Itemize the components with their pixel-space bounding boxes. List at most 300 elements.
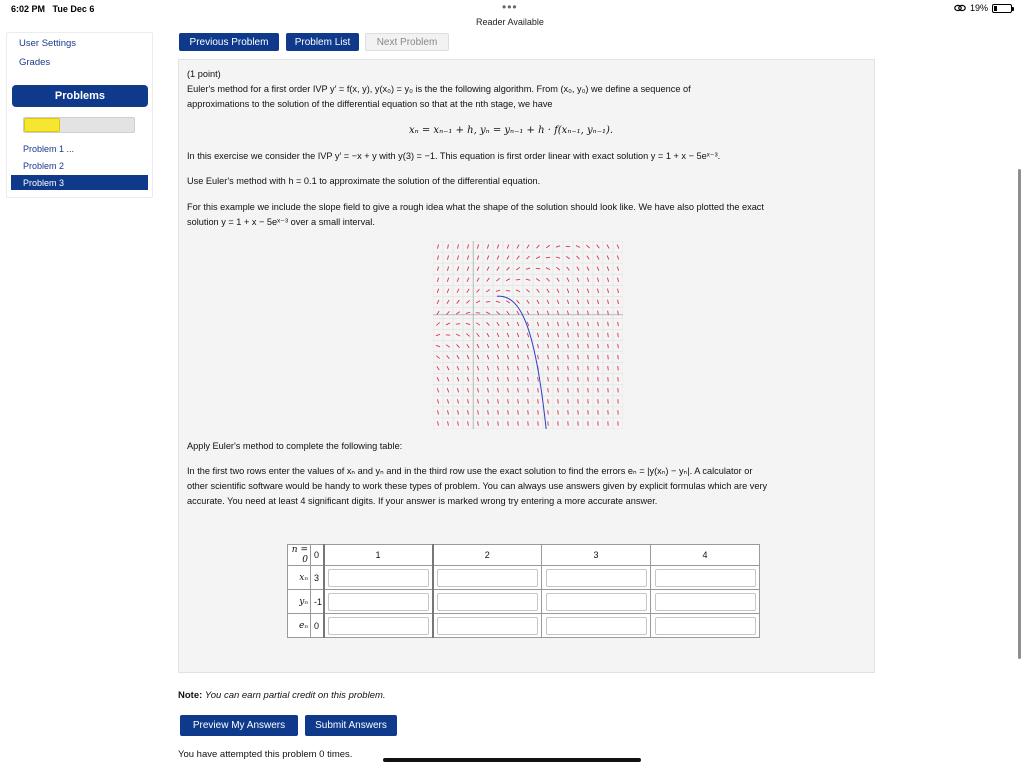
slope-mark xyxy=(597,267,599,271)
slope-mark xyxy=(486,289,490,292)
slope-mark xyxy=(436,345,440,346)
problem-panel xyxy=(178,59,875,673)
slope-mark xyxy=(437,311,439,315)
column-header-4: 4 xyxy=(651,545,760,566)
slope-mark xyxy=(497,322,499,326)
reader-available[interactable]: Reader Available xyxy=(476,17,544,27)
problems-button[interactable]: Problems xyxy=(12,85,148,107)
note-label: Note: xyxy=(178,690,203,701)
slope-mark xyxy=(478,410,479,414)
slope-mark xyxy=(568,333,569,337)
slope-mark xyxy=(607,256,609,260)
slope-mark xyxy=(617,267,618,271)
slope-mark xyxy=(547,278,550,281)
slope-mark xyxy=(457,366,459,370)
slope-mark xyxy=(546,268,550,270)
slope-mark xyxy=(568,344,569,348)
submit-answers-button[interactable]: Submit Answers xyxy=(305,715,397,736)
slope-mark xyxy=(437,289,439,293)
slope-mark xyxy=(536,278,540,280)
slope-mark xyxy=(498,421,499,425)
slope-mark xyxy=(526,289,529,292)
slope-mark xyxy=(467,355,469,359)
slope-mark xyxy=(497,244,499,248)
slope-mark xyxy=(526,268,530,269)
slope-mark xyxy=(488,388,489,392)
slope-mark xyxy=(527,311,529,315)
slope-field-plot xyxy=(433,241,623,429)
slope-mark xyxy=(467,267,469,271)
slope-mark xyxy=(438,244,439,248)
slope-mark xyxy=(528,366,529,370)
slope-mark xyxy=(517,311,519,315)
slope-mark xyxy=(498,399,499,403)
slope-mark xyxy=(618,355,619,359)
grades-link[interactable]: Grades xyxy=(19,57,51,68)
slope-mark xyxy=(577,267,579,271)
slope-mark xyxy=(487,355,488,359)
slope-mark xyxy=(577,289,578,293)
slope-mark xyxy=(537,300,539,304)
slope-mark xyxy=(598,377,599,381)
slope-mark xyxy=(478,421,479,425)
slope-mark xyxy=(448,421,449,425)
slope-mark xyxy=(487,278,490,282)
slope-mark xyxy=(527,300,529,304)
slope-mark xyxy=(487,267,489,271)
slope-mark xyxy=(456,334,460,336)
slope-mark xyxy=(467,244,468,248)
slope-mark xyxy=(517,245,519,249)
slope-mark xyxy=(558,366,559,370)
apply-line: Apply Euler's method to complete the following table: xyxy=(187,441,403,451)
slope-mark xyxy=(537,245,540,248)
slope-mark xyxy=(557,289,559,293)
slope-mark xyxy=(447,278,448,282)
slope-mark xyxy=(486,302,490,303)
slope-mark xyxy=(498,388,499,392)
slope-mark xyxy=(478,388,479,392)
slope-mark xyxy=(598,366,599,370)
slope-mark xyxy=(477,377,478,381)
slope-mark xyxy=(477,355,479,359)
slope-mark xyxy=(528,421,529,425)
slope-mark xyxy=(497,333,499,337)
slope-mark xyxy=(548,377,549,381)
slope-mark xyxy=(457,300,460,304)
slope-mark xyxy=(447,255,448,259)
slope-mark xyxy=(467,377,468,381)
slope-mark xyxy=(488,399,489,403)
slope-mark xyxy=(608,344,609,348)
slope-mark xyxy=(498,377,499,381)
slope-mark xyxy=(577,278,579,282)
slope-mark xyxy=(437,267,438,271)
slope-mark xyxy=(517,344,518,348)
slope-mark xyxy=(607,289,608,293)
slope-mark xyxy=(547,300,549,304)
slope-mark xyxy=(447,366,449,370)
slope-mark xyxy=(477,267,479,271)
slope-mark xyxy=(496,278,499,281)
table-row xyxy=(288,614,760,638)
answer-e3-input[interactable] xyxy=(546,617,647,635)
slope-mark xyxy=(567,311,568,315)
slope-mark xyxy=(568,377,569,381)
slope-mark xyxy=(567,278,569,282)
slope-mark xyxy=(458,244,459,248)
slope-mark xyxy=(466,334,469,337)
battery-fill xyxy=(994,6,997,11)
slope-mark xyxy=(518,410,519,414)
slope-mark xyxy=(477,256,478,260)
slope-mark xyxy=(508,410,509,414)
slope-mark xyxy=(487,244,488,248)
slope-mark xyxy=(548,355,549,359)
preview-answers-button[interactable]: Preview My Answers xyxy=(180,715,298,736)
slope-mark xyxy=(608,333,609,337)
slope-mark xyxy=(537,333,538,337)
table-row xyxy=(288,590,760,614)
slope-mark xyxy=(436,334,440,335)
slope-mark xyxy=(578,333,579,337)
slope-mark xyxy=(487,377,488,381)
slope-mark xyxy=(518,377,519,381)
slope-mark xyxy=(588,355,589,359)
slope-mark xyxy=(547,333,548,337)
step-line: Use Euler's method with h = 0.1 to approximate the solution of the differential equation. xyxy=(187,176,541,186)
slope-mark xyxy=(598,355,599,359)
slope-mark xyxy=(578,388,579,392)
slope-mark xyxy=(496,290,500,291)
slope-mark xyxy=(538,388,539,392)
slope-mark xyxy=(458,421,459,425)
slope-mark xyxy=(607,267,608,271)
slope-mark xyxy=(516,279,520,280)
slope-mark xyxy=(456,312,460,315)
slope-mark xyxy=(507,311,510,314)
slope-mark xyxy=(587,278,589,282)
slope-mark xyxy=(497,267,499,271)
slope-mark xyxy=(618,344,619,348)
slope-mark xyxy=(516,267,520,270)
slope-mark xyxy=(558,399,559,403)
slope-mark xyxy=(517,300,520,303)
slope-mark xyxy=(618,311,619,315)
slope-mark xyxy=(558,333,559,337)
slope-mark xyxy=(567,300,568,304)
slope-mark xyxy=(578,344,579,348)
row-label-x: xₙ xyxy=(288,566,311,590)
slope-mark xyxy=(437,388,439,392)
slope-mark xyxy=(508,421,509,425)
answer-y2-input[interactable] xyxy=(437,593,538,611)
slope-mark xyxy=(556,257,560,258)
slope-mark xyxy=(617,278,618,282)
next-problem-button: Next Problem xyxy=(365,33,449,51)
slope-mark xyxy=(457,388,458,392)
points: (1 point) xyxy=(187,69,221,79)
slope-mark xyxy=(488,410,489,414)
slope-mark xyxy=(527,245,529,249)
slope-mark xyxy=(568,366,569,370)
link-icon xyxy=(954,4,966,12)
slope-mark xyxy=(538,410,539,414)
slope-mark xyxy=(447,388,448,392)
slope-mark xyxy=(507,267,510,270)
answer-e2-input[interactable] xyxy=(437,617,538,635)
slope-mark xyxy=(518,421,519,425)
slope-mark xyxy=(568,399,569,403)
slope-mark xyxy=(496,301,500,302)
slope-mark xyxy=(557,322,558,326)
slope-mark xyxy=(457,377,458,381)
slope-mark xyxy=(618,300,619,304)
note-text: You can earn partial credit on this problem. xyxy=(204,690,386,701)
slope-mark xyxy=(457,344,460,347)
slope-mark xyxy=(578,355,579,359)
slope-mark xyxy=(537,289,540,292)
scrollbar[interactable] xyxy=(1018,169,1021,659)
slope-mark xyxy=(468,421,469,425)
slope-mark xyxy=(488,421,489,425)
answer-e1-input[interactable] xyxy=(328,617,429,635)
instructions-line-3: accurate. You need at least 4 significant digits. If your answer is marked wrong try entering a more accurate answer. xyxy=(187,496,658,506)
initial-x: 3 xyxy=(311,566,324,590)
slope-mark xyxy=(548,399,549,403)
column-header-2: 2 xyxy=(433,545,542,566)
slope-mark xyxy=(437,300,439,304)
slope-mark xyxy=(617,256,619,260)
sidebar-item-problem-1[interactable]: Problem 1 ... xyxy=(23,143,75,154)
slope-mark xyxy=(598,333,599,337)
slope-mark xyxy=(517,256,520,260)
slope-mark xyxy=(518,399,519,403)
slope-mark xyxy=(467,344,469,348)
status-right xyxy=(954,3,1012,13)
slope-mark xyxy=(526,279,530,280)
problem-list-button[interactable]: Problem List xyxy=(286,33,359,51)
answer-e4-input[interactable] xyxy=(655,617,756,635)
slope-mark xyxy=(586,245,589,248)
answer-x1-input[interactable] xyxy=(328,569,429,587)
slope-mark xyxy=(448,244,449,248)
slope-mark xyxy=(556,267,559,270)
slope-mark xyxy=(538,344,539,348)
slope-mark xyxy=(477,366,478,370)
slope-mark xyxy=(448,410,449,414)
slope-mark xyxy=(507,355,508,359)
slope-mark xyxy=(508,377,509,381)
status-time xyxy=(11,4,94,14)
answer-y1-input[interactable] xyxy=(328,593,429,611)
slope-mark xyxy=(457,399,458,403)
slope-mark xyxy=(507,333,509,337)
slope-mark xyxy=(608,322,609,326)
column-header-3: 3 xyxy=(542,545,651,566)
slope-mark xyxy=(556,246,560,247)
slope-mark xyxy=(618,333,619,337)
slope-mark xyxy=(467,255,468,259)
slope-mark xyxy=(486,312,490,314)
slope-mark xyxy=(537,322,538,326)
slope-mark xyxy=(457,255,458,259)
slope-mark xyxy=(527,344,528,348)
slope-mark xyxy=(538,399,539,403)
slope-mark xyxy=(557,278,559,282)
answer-y3-input[interactable] xyxy=(546,593,647,611)
slope-mark xyxy=(436,322,439,325)
slope-mark xyxy=(587,256,589,260)
slope-mark xyxy=(557,311,558,315)
battery-icon xyxy=(992,4,1012,13)
slope-mark xyxy=(437,410,438,414)
slope-mark xyxy=(477,333,480,336)
slope-mark xyxy=(507,245,509,249)
slope-mark xyxy=(538,355,539,359)
slope-mark xyxy=(447,377,449,381)
slope-mark xyxy=(457,355,459,359)
plot-line-2: solution y = 1 + x − 5eˣ⁻³ over a small interval. xyxy=(187,217,375,227)
clock: 6:02 PM xyxy=(11,4,46,14)
slope-mark xyxy=(528,377,529,381)
slope-mark xyxy=(447,300,449,304)
slope-mark xyxy=(567,267,570,270)
slope-mark xyxy=(518,366,519,370)
slope-mark xyxy=(477,344,479,348)
slope-mark xyxy=(588,366,589,370)
slope-mark xyxy=(438,421,439,425)
slope-mark xyxy=(528,410,529,414)
slope-mark xyxy=(468,410,469,414)
slope-mark xyxy=(578,377,579,381)
slope-mark xyxy=(447,267,448,271)
slope-mark xyxy=(446,345,450,348)
slope-mark xyxy=(558,355,559,359)
slope-mark xyxy=(547,311,548,315)
slope-mark xyxy=(497,366,498,370)
slope-mark xyxy=(496,311,499,314)
slope-mark xyxy=(578,322,579,326)
slope-mark xyxy=(587,289,588,293)
slope-mark xyxy=(558,344,559,348)
answer-x2-input[interactable] xyxy=(437,569,538,587)
sidebar-item-problem-2[interactable]: Problem 2 xyxy=(23,160,65,171)
slope-mark xyxy=(506,301,510,303)
slope-mark xyxy=(548,366,549,370)
home-indicator[interactable] xyxy=(383,758,641,762)
sidebar-item-problem-3[interactable]: Problem 3 xyxy=(11,175,148,190)
slope-mark xyxy=(597,278,598,282)
slope-mark xyxy=(497,355,498,359)
slope-mark xyxy=(467,289,469,293)
slope-mark xyxy=(618,322,619,326)
slope-mark xyxy=(588,322,589,326)
slope-mark xyxy=(518,388,519,392)
slope-mark xyxy=(577,256,580,259)
slope-mark xyxy=(597,256,599,260)
euler-equation: xₙ = xₙ₋₁ + h, yₙ = yₙ₋₁ + h · f(xₙ₋₁, yₙ₋₁). xyxy=(409,125,614,136)
slope-mark xyxy=(457,267,458,271)
slope-mark xyxy=(437,366,439,370)
slope-mark xyxy=(457,289,459,293)
multitask-dots[interactable]: ••• xyxy=(502,0,518,14)
slope-mark xyxy=(527,333,528,337)
slope-mark xyxy=(597,289,598,293)
slope-mark xyxy=(547,322,548,326)
slope-mark xyxy=(538,377,539,381)
answer-y4-input[interactable] xyxy=(655,593,756,611)
slope-mark xyxy=(508,366,509,370)
slope-mark xyxy=(546,245,550,248)
slope-mark xyxy=(548,344,549,348)
previous-problem-button[interactable]: Previous Problem xyxy=(179,33,279,51)
intro-line-2: approximations to the solution of the differential equation so that at the nth stage, we have xyxy=(187,99,553,109)
row-label-e: eₙ xyxy=(288,614,311,638)
slope-mark xyxy=(577,300,578,304)
ivp-line: In this exercise we consider the IVP y′ = −x + y with y(3) = −1. This equation is first order linear with exact solution y = 1 + x − 5eˣ⁻³. xyxy=(187,151,721,161)
slope-mark xyxy=(477,289,480,292)
slope-mark xyxy=(476,323,480,326)
answer-x4-input[interactable] xyxy=(655,569,756,587)
slope-mark xyxy=(528,399,529,403)
slope-mark xyxy=(536,257,540,259)
user-settings-link[interactable]: User Settings xyxy=(19,38,77,49)
slope-mark xyxy=(447,355,450,358)
slope-mark xyxy=(607,278,608,282)
slope-mark xyxy=(466,312,470,313)
slope-mark xyxy=(447,399,448,403)
initial-e: 0 xyxy=(311,614,324,638)
partial-credit-note xyxy=(178,690,386,701)
column-header-1: 1 xyxy=(324,545,433,566)
slope-mark xyxy=(568,322,569,326)
slope-mark xyxy=(517,322,519,326)
slope-mark xyxy=(467,278,469,282)
slope-mark xyxy=(528,355,529,359)
initial-y: -1 xyxy=(311,590,324,614)
slope-mark xyxy=(457,278,459,282)
slope-mark xyxy=(507,256,509,260)
slope-mark xyxy=(598,311,599,315)
slope-mark xyxy=(608,300,609,304)
row-label-y: yₙ xyxy=(288,590,311,614)
slope-mark xyxy=(467,366,469,370)
slope-mark xyxy=(617,245,619,249)
instructions-line-1: In the first two rows enter the values of xₙ and yₙ and in the third row use the exact solution to find the errors eₙ = |y(xₙ) − yₙ|. A calculator or xyxy=(187,466,753,476)
table-row xyxy=(288,566,760,590)
slope-mark xyxy=(436,356,439,359)
initial-n: 0 xyxy=(311,545,324,566)
slope-mark xyxy=(516,290,520,292)
slope-mark xyxy=(508,399,509,403)
battery-percent: 19% xyxy=(969,3,988,13)
slope-mark xyxy=(587,267,589,271)
slope-mark xyxy=(588,311,589,315)
slope-mark xyxy=(588,333,589,337)
date: Tue Dec 6 xyxy=(52,4,95,14)
slope-mark xyxy=(546,257,550,258)
slope-mark xyxy=(517,333,518,337)
slope-mark xyxy=(477,278,479,282)
slope-mark xyxy=(558,377,559,381)
slope-mark xyxy=(608,311,609,315)
slope-mark xyxy=(508,388,509,392)
slope-mark xyxy=(557,300,559,304)
answer-x3-input[interactable] xyxy=(546,569,647,587)
progress-fill xyxy=(24,118,60,132)
slope-mark xyxy=(598,322,599,326)
